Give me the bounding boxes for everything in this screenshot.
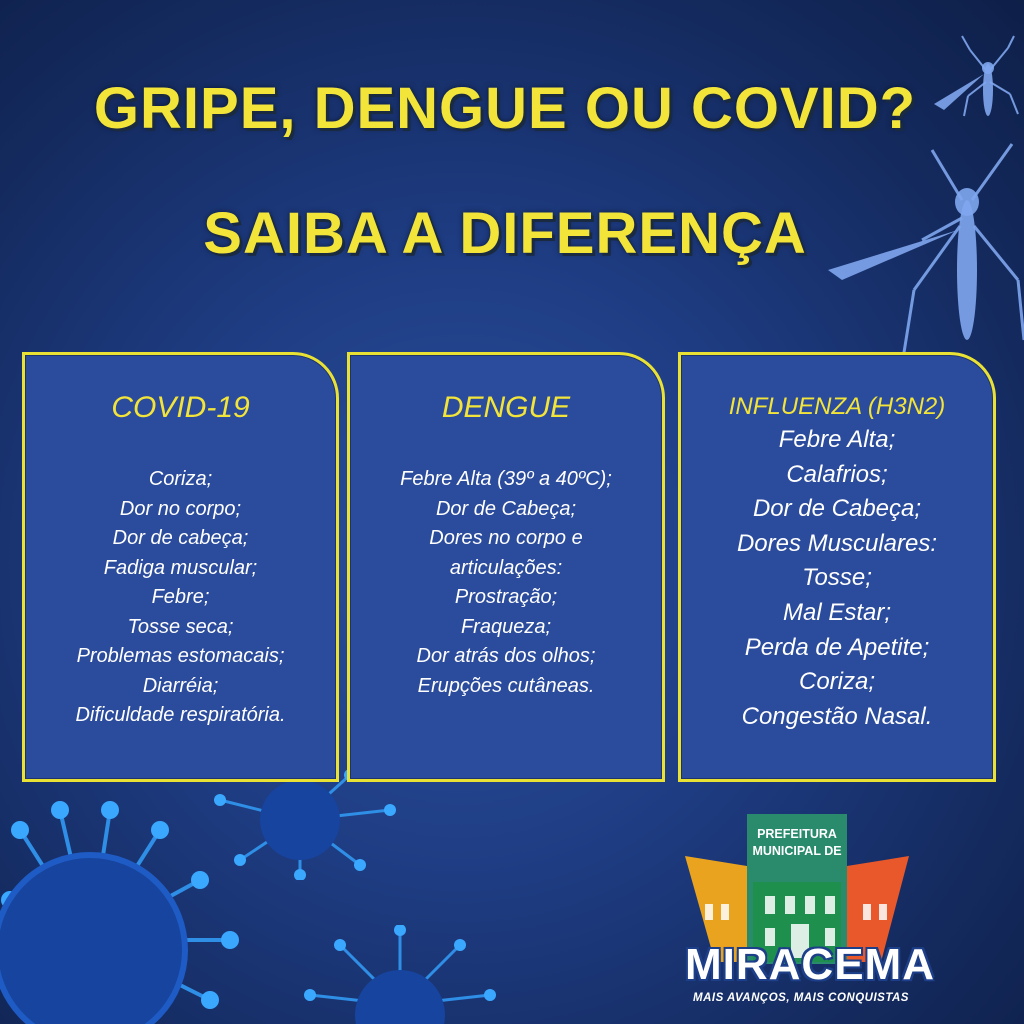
- symptom-list-dengue: [350, 465, 662, 701]
- list-item: Fraqueza;: [460, 615, 552, 638]
- headline-line-2: SAIBA A DIFERENÇA: [203, 201, 807, 266]
- symptom-list-covid: [25, 465, 336, 731]
- card-title-influenza: INFLUENZA (H3N2): [728, 393, 946, 420]
- list-item: Dores no corpo e: [429, 527, 583, 549]
- card-influenza: [678, 352, 996, 782]
- list-item: Calafrios;: [786, 460, 888, 488]
- list-item: Febre Alta (39º a 40ºC);: [400, 468, 612, 490]
- list-item: Dor no corpo;: [119, 497, 242, 520]
- virus-icon-small: [300, 925, 500, 1024]
- logo-line-1: PREFEITURA: [757, 827, 837, 841]
- card-title-dengue: DENGUE: [441, 391, 571, 424]
- list-item: Fadiga muscular;: [103, 556, 258, 579]
- list-item: Diarréia;: [142, 674, 219, 697]
- list-item: Erupções cutâneas.: [417, 674, 595, 697]
- list-item: Dor atrás dos olhos;: [416, 645, 596, 667]
- list-item: Dor de Cabeça;: [435, 497, 577, 520]
- list-item: Coriza;: [798, 668, 876, 696]
- list-item: Dor de Cabeça;: [752, 495, 922, 523]
- logo-line-2: MUNICIPAL DE: [752, 844, 842, 858]
- card-dengue: [347, 352, 665, 782]
- list-item: Congestão Nasal.: [741, 702, 933, 730]
- card-title-covid: COVID-19: [111, 391, 250, 424]
- list-item: Mal Estar;: [782, 598, 892, 626]
- list-item: Perda de Apetite;: [744, 633, 930, 661]
- list-item: Prostração;: [454, 586, 558, 608]
- list-item: articulações:: [449, 556, 563, 579]
- list-item: Dificuldade respiratória.: [75, 704, 286, 726]
- list-item: Coriza;: [148, 468, 213, 490]
- list-item: Problemas estomacais;: [76, 645, 285, 667]
- list-item: Febre Alta;: [778, 426, 896, 453]
- card-covid: [22, 352, 339, 782]
- virus-icon-medium: [200, 770, 400, 880]
- list-item: Febre;: [151, 586, 210, 608]
- list-item: Dores Musculares:: [736, 529, 938, 557]
- list-item: Tosse;: [802, 564, 872, 592]
- logo-name: MIRACEMA: [685, 940, 935, 989]
- prefeitura-logo: [685, 812, 935, 1012]
- list-item: Dor de cabeça;: [112, 527, 249, 549]
- headline-line-1: GRIPE, DENGUE OU COVID?: [93, 76, 917, 141]
- logo-header: [747, 816, 847, 886]
- logo-slogan: MAIS AVANÇOS, MAIS CONQUISTAS: [693, 992, 909, 1004]
- symptom-list-influenza: [681, 423, 993, 734]
- list-item: Tosse seca;: [127, 615, 234, 638]
